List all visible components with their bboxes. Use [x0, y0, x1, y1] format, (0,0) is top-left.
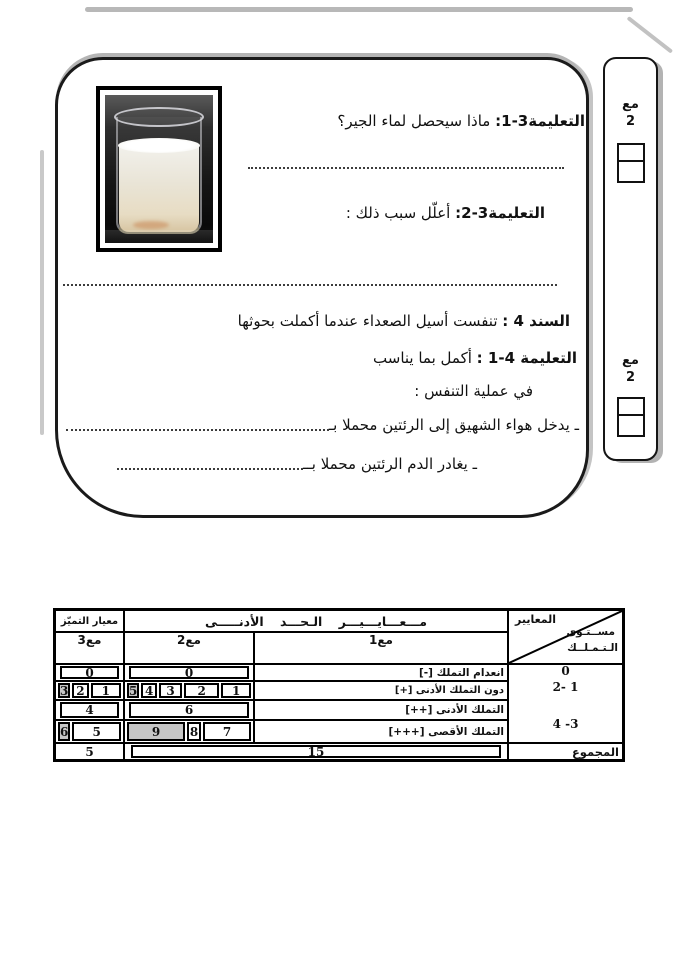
rubric-total-excellence: 5: [56, 744, 123, 759]
rubric-below-ma1: [125, 682, 253, 699]
margin-mark-2: [605, 352, 656, 386]
score-box-1-divider: [619, 145, 643, 162]
margin-mark-2-label: مع: [622, 353, 639, 368]
below-ma2-1: 1: [91, 683, 121, 698]
below-ma1-2: 2: [184, 683, 219, 698]
rubric-table: [53, 608, 625, 762]
question-3-2-label: التعليمة3‏-2:: [455, 204, 545, 222]
limewater-liquid: [119, 145, 199, 231]
rubric-row-min-label: التملك الأدنى [++]: [255, 701, 507, 719]
question-4-1-text: أكمل بما يناسب: [373, 349, 477, 367]
max-ma2-6: 6: [58, 722, 70, 741]
rubric-header-excellence: معيار التميّز: [56, 611, 123, 631]
rubric-header-min-criteria: مـــعـــايـــيـــر الـحـــد الأدنـــــى: [125, 611, 507, 631]
max-ma2-5: 5: [72, 722, 121, 741]
support-4: [238, 311, 570, 331]
rubric-header-criteria: المعايير: [515, 613, 557, 626]
below-ma1-4: 4: [141, 683, 157, 698]
beaker-photo-background: [105, 95, 213, 243]
max-ma1-7: 7: [203, 722, 251, 741]
beaker-icon: [116, 107, 202, 236]
question-3-1-label: التعليمة3‏-1:: [495, 112, 585, 130]
fill-blank-2: [113, 455, 477, 473]
beaker-photo: [96, 86, 222, 252]
rubric-header-level-1: مســتـوى: [566, 626, 615, 638]
excellence-scale-1-2: 2- 1: [552, 680, 579, 694]
max-ma1-8: 8: [187, 722, 201, 741]
fill-blank-1-text: ـ يدخل هواء الشهيق إلى الرئتين محملا بـ: [328, 416, 579, 434]
fill-blank-1: [62, 416, 579, 434]
liquid-surface: [118, 138, 200, 153]
margin-mark-1-label: مع: [622, 97, 639, 112]
rubric-excellence-scale: [509, 665, 622, 742]
fill-blank-1-line: [66, 429, 329, 431]
margin-mark-2-value: 2: [625, 370, 636, 385]
liquid-sediment: [133, 221, 169, 229]
scan-artifact-top: [85, 7, 633, 12]
margin-score-column: [603, 57, 658, 461]
score-box-2-divider: [619, 399, 643, 416]
rubric-none-ma2: 0: [56, 665, 123, 680]
support-4-text: تنفست أسيل الصعداء عندما أكملت بحوثها: [237, 312, 503, 330]
fill-blank-2-text: ـ يغادر الدم الرئتين محملا بــ: [302, 455, 477, 473]
excellence-scale-0: 0: [561, 665, 570, 678]
support-4-label: السند 4 :: [502, 312, 570, 330]
rubric-none-ma1: 0: [125, 665, 253, 680]
rubric-header-level-2: الـتـمـلــك: [567, 642, 618, 654]
below-ma1-3: 3: [159, 683, 182, 698]
scan-artifact-corner: [627, 16, 674, 54]
score-box-1: [617, 143, 645, 183]
excellence-scale-3-4: 4 -3: [552, 717, 579, 731]
rubric-total-min: 15: [125, 744, 507, 759]
rubric-min-ma1: 6: [125, 701, 253, 719]
rubric-max-ma1: [125, 721, 253, 742]
below-ma1-1: 1: [221, 683, 251, 698]
intro-line: في عملية التنفس :: [414, 382, 533, 400]
below-ma2-2: 2: [72, 683, 88, 698]
question-3-2: [346, 203, 545, 223]
fill-blank-2-line: [117, 468, 303, 470]
rubric-row-max-label: التملك الأقصى [+++]: [255, 721, 507, 742]
rubric-diagonal-header: [509, 611, 622, 663]
margin-mark-1-value: 2: [625, 114, 636, 129]
answer-line-2: [63, 274, 557, 286]
below-ma1-5: 5: [129, 683, 138, 698]
below-ma2-3: 3: [60, 683, 69, 698]
photo-floor-highlight: [105, 230, 213, 243]
question-3-1-text: ماذا سيحصل لماء الجير؟: [337, 112, 496, 130]
rubric-row-none-label: انعدام التملك [-]: [255, 665, 507, 680]
rubric-row-below-label: دون التملك الأدنى [+]: [255, 682, 507, 699]
margin-mark-1: [605, 96, 656, 130]
rubric-col-ma2: مع2: [125, 633, 253, 663]
max-ma1-9: 9: [127, 722, 185, 741]
scan-artifact-left: [40, 150, 44, 435]
rubric-max-ma2: [56, 721, 123, 742]
answer-line-1: [248, 157, 564, 169]
rubric-col-ma3: مع3: [56, 633, 123, 663]
question-4-1-label: التعليمة 4‏-1 :: [476, 349, 577, 367]
rubric-col-ma1: مع1: [255, 633, 507, 663]
question-3-2-text: أعلّل سبب ذلك :: [345, 204, 456, 222]
question-4-1: [373, 348, 577, 368]
score-box-2: [617, 397, 645, 437]
rubric-min-ma2: 4: [56, 701, 123, 719]
question-3-1: [337, 111, 585, 131]
rubric-row-total-label: المجموع: [509, 744, 622, 759]
rubric-below-ma2: [56, 682, 123, 699]
